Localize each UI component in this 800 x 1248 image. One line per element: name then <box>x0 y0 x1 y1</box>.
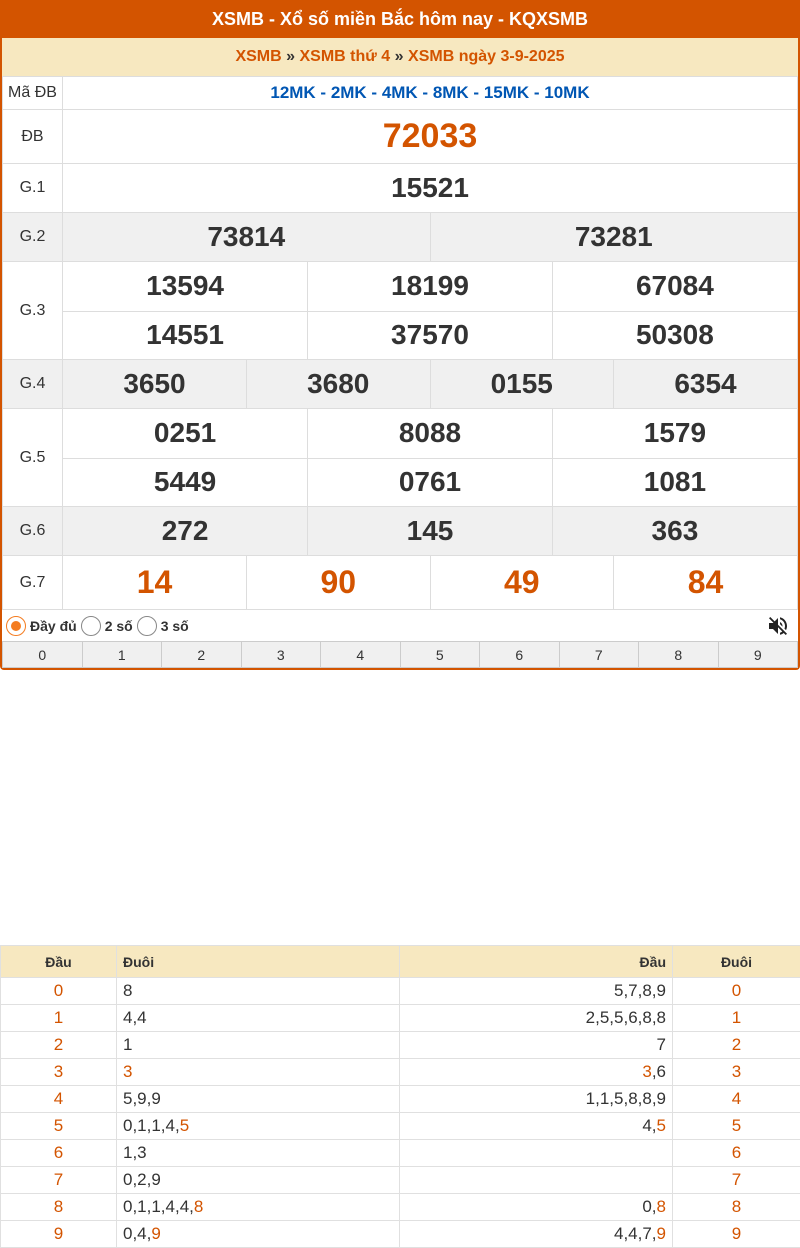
prize-number: 3680 <box>247 360 431 408</box>
column-header-dau-reverse: Đầu <box>400 946 673 978</box>
loto-dau-reverse: 2,5,5,6,8,8 <box>400 1005 673 1032</box>
breadcrumb-date[interactable]: XSMB ngày 3-9-2025 <box>408 48 565 65</box>
prize-label: Mã ĐB <box>3 77 63 110</box>
breadcrumb-separator: » <box>286 48 295 65</box>
prize-number: 18199 <box>308 262 553 311</box>
digit-filter-0[interactable]: 0 <box>3 642 83 668</box>
row-g6 <box>3 507 798 556</box>
row-g5 <box>3 409 798 507</box>
prize-number: 5449 <box>63 458 308 506</box>
prize-number: 84 <box>614 556 798 609</box>
loto-dau: 4 <box>1 1086 117 1113</box>
prize-label: G.2 <box>3 213 63 262</box>
prize-number: 6354 <box>614 360 798 408</box>
table-row <box>1 1221 800 1248</box>
loto-dau: 1 <box>1 1005 117 1032</box>
loto-duoi-reverse: 7 <box>673 1167 800 1194</box>
loto-duoi-reverse: 3 <box>673 1059 800 1086</box>
breadcrumb-xsmb[interactable]: XSMB <box>235 48 281 65</box>
loto-dau: 7 <box>1 1167 117 1194</box>
special-prize-number: 72033 <box>63 110 798 164</box>
volume-mute-icon[interactable] <box>766 614 790 638</box>
table-row <box>1 1113 800 1140</box>
loto-dau-reverse <box>400 1167 673 1194</box>
digit-filter-3[interactable]: 3 <box>241 642 321 668</box>
prize-number: 50308 <box>552 311 797 359</box>
prize-number: 67084 <box>552 262 797 311</box>
prize-label: ĐB <box>3 110 63 164</box>
loto-dau-reverse: 1,1,5,8,8,9 <box>400 1086 673 1113</box>
radio-two-digits[interactable] <box>81 616 101 636</box>
prize-number: 1579 <box>552 409 797 458</box>
digit-filter-2[interactable]: 2 <box>162 642 242 668</box>
prize-number: 14551 <box>63 311 308 359</box>
loto-duoi: 5,9,9 <box>117 1086 400 1113</box>
prize-label: G.7 <box>3 556 63 610</box>
table-row <box>1 1032 800 1059</box>
prize-number: 37570 <box>308 311 553 359</box>
loto-duoi-reverse: 6 <box>673 1140 800 1167</box>
option-three-digits[interactable] <box>137 616 189 636</box>
digit-filter-1[interactable]: 1 <box>82 642 162 668</box>
digit-filter-9[interactable]: 9 <box>718 642 798 668</box>
loto-duoi-reverse: 5 <box>673 1113 800 1140</box>
option-three-label: 3 số <box>161 618 189 634</box>
prize-label: G.3 <box>3 262 63 360</box>
radio-full[interactable] <box>6 616 26 636</box>
prize-number: 272 <box>63 507 308 555</box>
digit-filter-4[interactable]: 4 <box>321 642 401 668</box>
loto-duoi-reverse: 9 <box>673 1221 800 1248</box>
loto-dau-reverse: 4,4,7,9 <box>400 1221 673 1248</box>
breadcrumb-separator: » <box>395 48 404 65</box>
table-row <box>1 978 800 1005</box>
table-row <box>1 1059 800 1086</box>
prize-number: 14 <box>63 556 247 609</box>
loto-duoi-reverse: 8 <box>673 1194 800 1221</box>
loto-duoi-reverse: 1 <box>673 1005 800 1032</box>
loto-table <box>0 945 800 1248</box>
special-code: 12MK - 2MK - 4MK - 8MK - 15MK - 10MK <box>63 77 798 110</box>
row-g4 <box>3 360 798 409</box>
option-full[interactable] <box>6 616 77 636</box>
option-two-digits[interactable] <box>81 616 133 636</box>
loto-duoi: 8 <box>117 978 400 1005</box>
row-g1 <box>3 164 798 213</box>
digit-filter-bar <box>2 641 798 668</box>
loto-dau: 8 <box>1 1194 117 1221</box>
loto-duoi-reverse: 0 <box>673 978 800 1005</box>
loto-duoi: 0,4,9 <box>117 1221 400 1248</box>
prize-number: 363 <box>552 507 797 555</box>
column-header-duoi-reverse: Đuôi <box>673 946 800 978</box>
digit-filter-5[interactable]: 5 <box>400 642 480 668</box>
prize-number: 8088 <box>308 409 553 458</box>
loto-duoi: 4,4 <box>117 1005 400 1032</box>
row-g7 <box>3 556 798 610</box>
prize-number: 3650 <box>63 360 247 408</box>
loto-dau-reverse: 0,8 <box>400 1194 673 1221</box>
loto-duoi-reverse: 2 <box>673 1032 800 1059</box>
loto-dau: 0 <box>1 978 117 1005</box>
table-row <box>1 1140 800 1167</box>
digit-filter-6[interactable]: 6 <box>480 642 560 668</box>
row-madb <box>3 77 798 110</box>
loto-duoi: 0,2,9 <box>117 1167 400 1194</box>
loto-dau: 2 <box>1 1032 117 1059</box>
breadcrumb <box>2 38 798 76</box>
option-full-label: Đầy đủ <box>30 618 77 634</box>
table-row <box>1 1194 800 1221</box>
digit-filter-8[interactable]: 8 <box>639 642 719 668</box>
option-two-label: 2 số <box>105 618 133 634</box>
loto-dau-reverse: 5,7,8,9 <box>400 978 673 1005</box>
table-row <box>1 1167 800 1194</box>
display-options <box>2 610 798 641</box>
breadcrumb-weekday[interactable]: XSMB thứ 4 <box>300 48 391 65</box>
prize-number: 1081 <box>552 458 797 506</box>
table-row <box>1 1086 800 1113</box>
loto-dau-reverse <box>400 1140 673 1167</box>
prize-number: 0761 <box>308 458 553 506</box>
loto-duoi-reverse: 4 <box>673 1086 800 1113</box>
loto-duoi: 1,3 <box>117 1140 400 1167</box>
prize-number: 15521 <box>63 164 798 213</box>
prize-number: 90 <box>247 556 431 609</box>
prize-number: 0155 <box>430 360 614 408</box>
prize-number: 13594 <box>63 262 308 311</box>
loto-duoi: 0,1,1,4,5 <box>117 1113 400 1140</box>
results-table <box>2 76 798 610</box>
loto-dau: 9 <box>1 1221 117 1248</box>
loto-dau-reverse: 7 <box>400 1032 673 1059</box>
loto-duoi: 1 <box>117 1032 400 1059</box>
prize-number: 145 <box>308 507 553 555</box>
digit-filter-7[interactable]: 7 <box>559 642 639 668</box>
prize-number: 73814 <box>63 213 430 261</box>
row-g3 <box>3 262 798 360</box>
prize-label: G.1 <box>3 164 63 213</box>
prize-number: 73281 <box>430 213 797 261</box>
prize-label: G.4 <box>3 360 63 409</box>
loto-dau: 5 <box>1 1113 117 1140</box>
table-row <box>1 1005 800 1032</box>
column-header-duoi: Đuôi <box>117 946 400 978</box>
row-db <box>3 110 798 164</box>
loto-duoi: 3 <box>117 1059 400 1086</box>
prize-number: 0251 <box>63 409 308 458</box>
prize-number: 49 <box>430 556 614 609</box>
row-g2 <box>3 213 798 262</box>
prize-label: G.5 <box>3 409 63 507</box>
loto-dau: 6 <box>1 1140 117 1167</box>
column-header-dau: Đầu <box>1 946 117 978</box>
radio-three-digits[interactable] <box>137 616 157 636</box>
loto-dau-reverse: 4,5 <box>400 1113 673 1140</box>
loto-dau-reverse: 3,6 <box>400 1059 673 1086</box>
page-title: XSMB - Xổ số miền Bắc hôm nay - KQXSMB <box>0 0 800 38</box>
loto-dau: 3 <box>1 1059 117 1086</box>
prize-label: G.6 <box>3 507 63 556</box>
loto-duoi: 0,1,1,4,4,8 <box>117 1194 400 1221</box>
